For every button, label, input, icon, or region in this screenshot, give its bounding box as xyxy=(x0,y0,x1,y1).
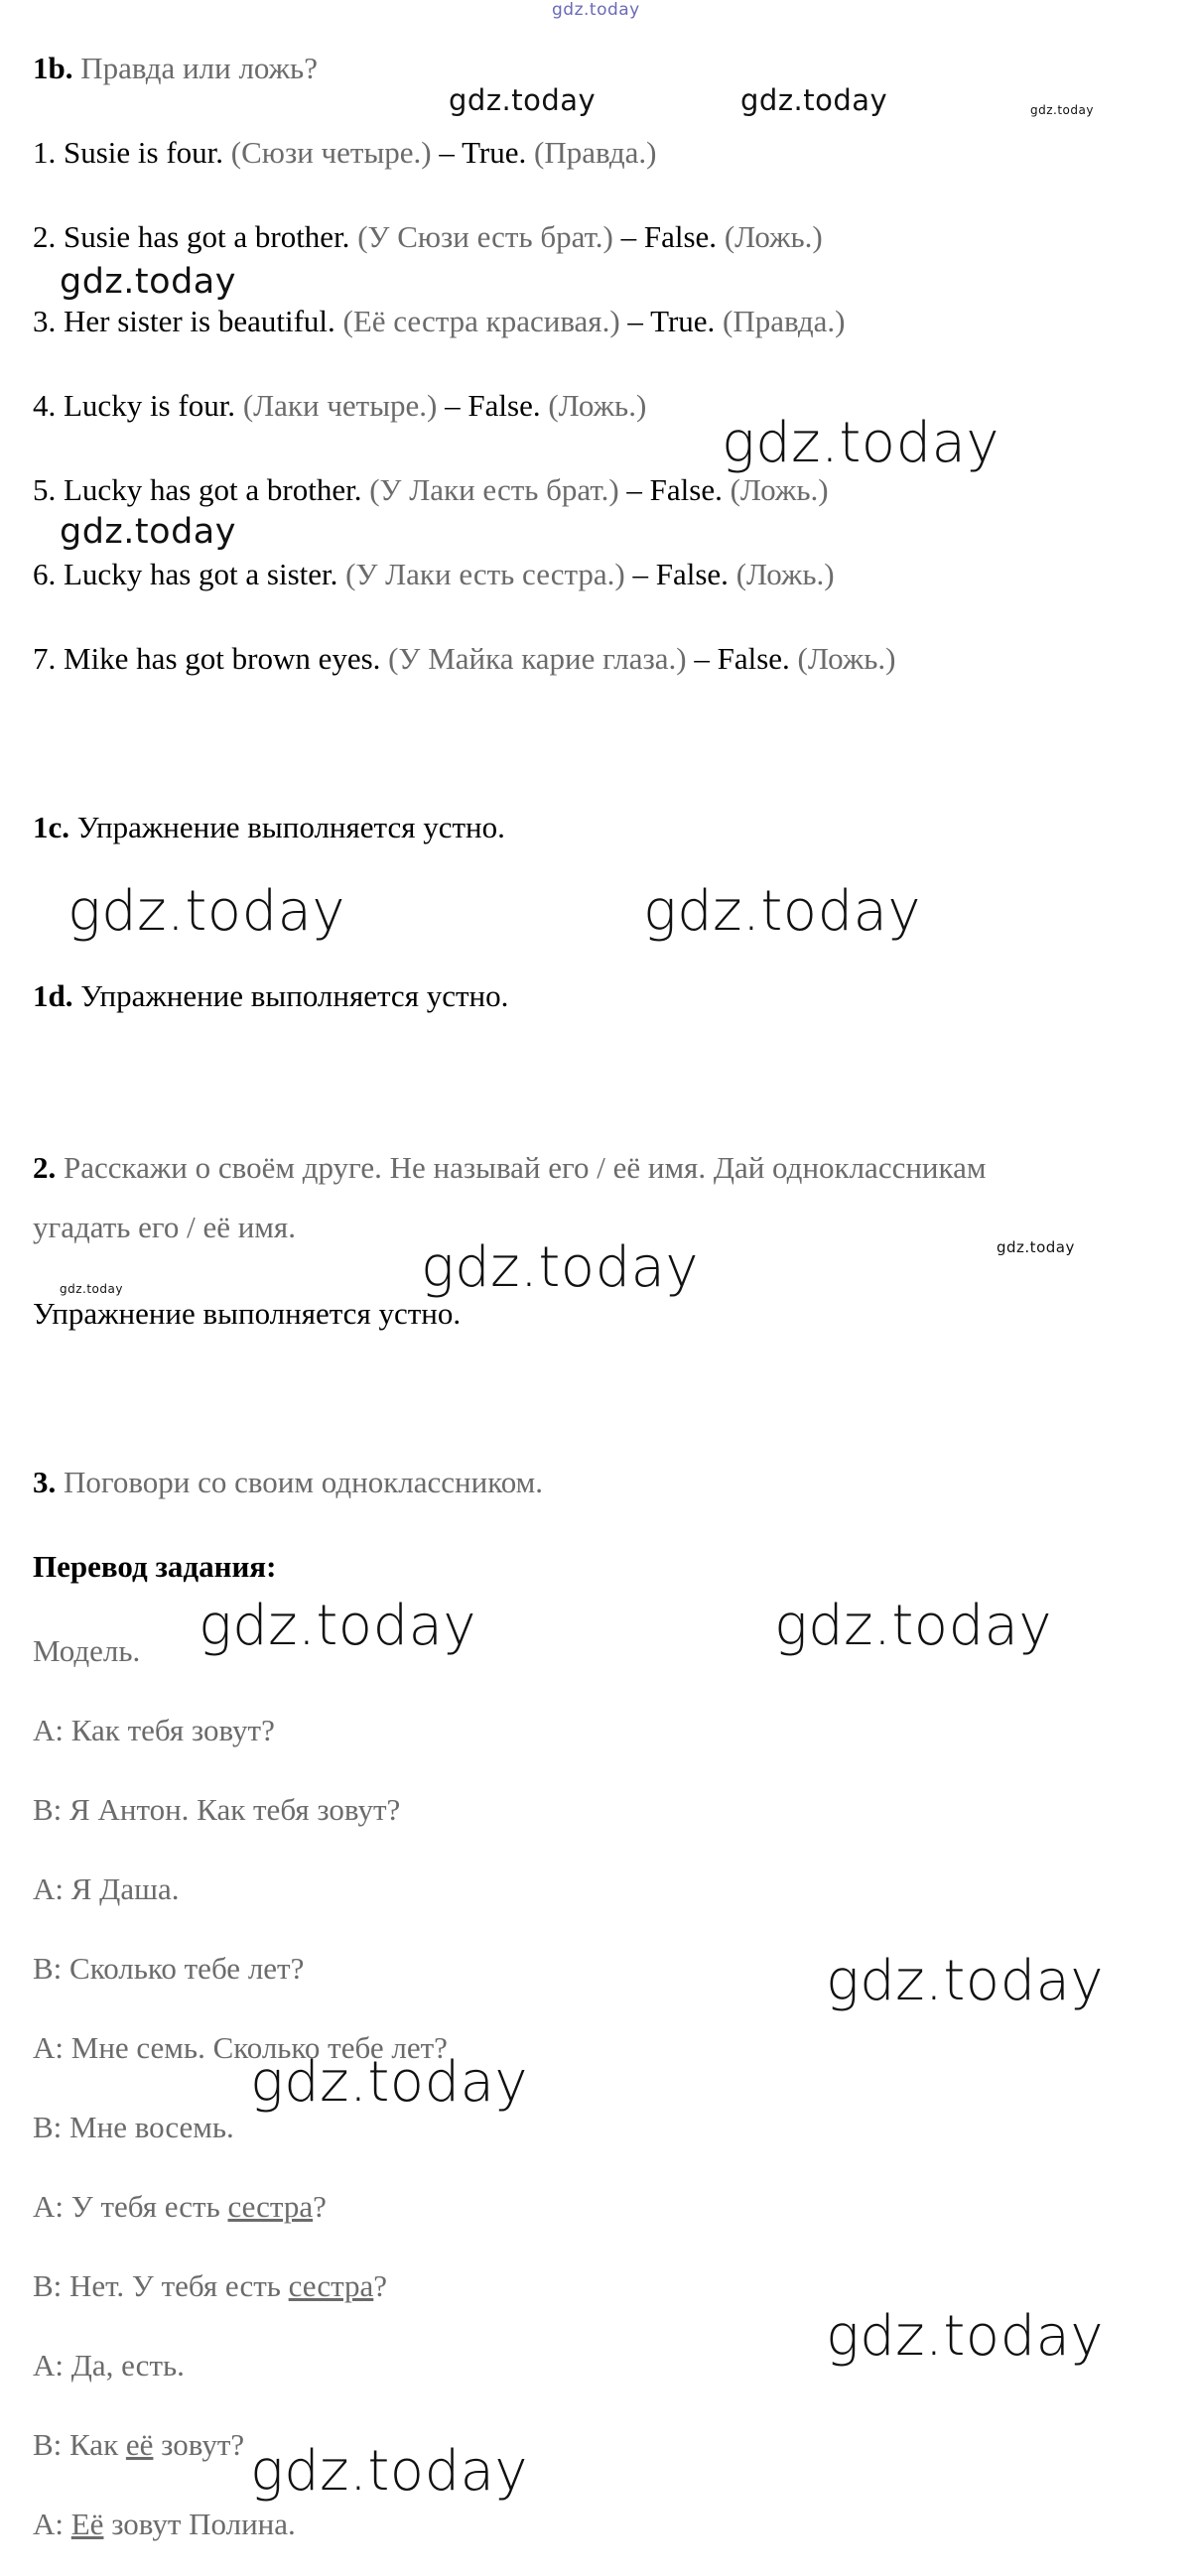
dialogue-text: А: xyxy=(33,2507,71,2541)
item-answer-ru: (Ложь.) xyxy=(724,219,823,254)
dialogue-text: зовут Полина. xyxy=(103,2507,296,2541)
ex1b-item-3 xyxy=(33,303,845,340)
ex1d xyxy=(33,977,508,1015)
ex3-heading xyxy=(33,1464,543,1501)
item-dash: – xyxy=(445,388,461,423)
item-answer: False. xyxy=(643,219,718,254)
item-answer: False. xyxy=(717,641,790,676)
item-en: 7. Mike has got brown eyes. xyxy=(33,641,381,676)
item-dash: – xyxy=(439,135,455,170)
dialogue-text: зовут? xyxy=(153,2427,245,2462)
item-ru: (Сюзи четыре.) xyxy=(230,135,432,170)
item-dash: – xyxy=(626,472,642,507)
ex1c xyxy=(33,809,505,846)
item-answer: False. xyxy=(467,388,541,423)
watermark: gdz.today xyxy=(826,2304,1105,2369)
underlined-word: сестра xyxy=(288,2268,374,2303)
ex1b-title: Правда или ложь? xyxy=(80,51,318,85)
underlined-word: её xyxy=(125,2427,154,2462)
ex1c-text: Упражнение выполняется устно. xyxy=(76,810,505,844)
ex1d-number: 1d. xyxy=(33,978,73,1013)
ex1c-number: 1c. xyxy=(33,810,70,844)
dialogue-line-11 xyxy=(33,2506,296,2543)
watermark: gdz.today xyxy=(826,1949,1105,2013)
item-dash: – xyxy=(694,641,710,676)
ex2-number: 2. xyxy=(33,1150,57,1185)
dialogue-line-5: А: Мне семь. Сколько тебе лет? xyxy=(33,2030,448,2065)
watermark: gdz.today xyxy=(250,2439,529,2504)
item-ru: (Её сестра красивая.) xyxy=(342,304,620,338)
item-en: 5. Lucky has got a brother. xyxy=(33,472,362,507)
item-answer: True. xyxy=(650,304,716,338)
ex1b-number: 1b. xyxy=(33,51,73,85)
item-ru: (У Сюзи есть брат.) xyxy=(357,219,613,254)
item-dash: – xyxy=(632,557,648,591)
item-dash: – xyxy=(620,219,637,254)
dialogue-text: ? xyxy=(373,2268,388,2303)
dialogue-line-1: А: Как тебя зовут? xyxy=(33,1713,275,1747)
dialogue-line-10 xyxy=(33,2426,244,2464)
item-en: 2. Susie has got a brother. xyxy=(33,219,350,254)
watermark-top: gdz.today xyxy=(552,0,640,20)
item-answer-ru: (Ложь.) xyxy=(548,388,647,423)
item-ru: (У Лаки есть сестра.) xyxy=(345,557,625,591)
dialogue-text: В: Как xyxy=(33,2427,126,2462)
item-answer-ru: (Правда.) xyxy=(723,304,846,338)
watermark: gdz.today xyxy=(67,879,346,944)
item-ru: (У Майка карие глаза.) xyxy=(388,641,687,676)
ex1b-item-1 xyxy=(33,134,656,172)
item-answer: True. xyxy=(462,135,527,170)
ex1b-item-7 xyxy=(33,640,895,678)
watermark: gdz.today xyxy=(774,1594,1053,1658)
dialogue-line-2: В: Я Антон. Как тебя зовут? xyxy=(33,1792,401,1827)
item-en: 3. Her sister is beautiful. xyxy=(33,304,335,338)
ex1b-item-6 xyxy=(33,556,835,593)
watermark: gdz.today xyxy=(643,879,922,944)
translation-heading: Перевод задания: xyxy=(33,1549,277,1584)
item-answer: False. xyxy=(649,472,723,507)
ex3-number: 3. xyxy=(33,1465,57,1499)
item-answer: False. xyxy=(655,557,729,591)
watermark: gdz.today xyxy=(199,1594,477,1658)
dialogue-line-3: А: Я Даша. xyxy=(33,1871,180,1906)
watermark: gdz.today xyxy=(421,1235,700,1300)
item-answer-ru: (Ложь.) xyxy=(735,557,835,591)
ex3-title: Поговори со своим одноклассником. xyxy=(64,1465,543,1499)
ex1b-item-2 xyxy=(33,218,823,256)
item-answer-ru: (Ложь.) xyxy=(797,641,896,676)
watermark: gdz.today xyxy=(449,83,597,117)
dialogue-text: ? xyxy=(313,2189,327,2224)
dialogue-text: А: У тебя есть xyxy=(33,2189,228,2224)
watermark: gdz.today xyxy=(60,1282,123,1296)
watermark: gdz.today xyxy=(722,411,1000,475)
ex1b-item-5 xyxy=(33,471,829,509)
item-dash: – xyxy=(627,304,643,338)
dialogue-line-4: В: Сколько тебе лет? xyxy=(33,1951,305,1986)
item-answer-ru: (Ложь.) xyxy=(730,472,829,507)
dialogue-line-9: А: Да, есть. xyxy=(33,2348,185,2383)
underlined-word: сестра xyxy=(227,2189,314,2224)
ex2-answer: Упражнение выполняется устно. xyxy=(33,1296,462,1331)
item-answer-ru: (Правда.) xyxy=(534,135,657,170)
dialogue-line-8 xyxy=(33,2267,387,2305)
watermark: gdz.today xyxy=(60,262,236,302)
item-en: 4. Lucky is four. xyxy=(33,388,236,423)
model-label: Модель. xyxy=(33,1633,141,1668)
watermark: gdz.today xyxy=(250,2050,529,2115)
ex2-task-line-2: угадать его / её имя. xyxy=(33,1210,296,1244)
item-ru: (Лаки четыре.) xyxy=(242,388,438,423)
watermark: gdz.today xyxy=(997,1238,1075,1256)
watermark: gdz.today xyxy=(60,512,236,552)
ex2-task-text: Расскажи о своём друге. Не называй его / её имя. Дай одноклассникам xyxy=(64,1150,987,1185)
ex1b-heading xyxy=(33,50,318,87)
underlined-word: Её xyxy=(70,2507,104,2541)
watermark: gdz.today xyxy=(1030,103,1094,117)
ex2-task-line-1 xyxy=(33,1149,987,1187)
item-en: 6. Lucky has got a sister. xyxy=(33,557,338,591)
dialogue-line-7 xyxy=(33,2188,327,2226)
watermark: gdz.today xyxy=(740,83,888,117)
item-en: 1. Susie is four. xyxy=(33,135,224,170)
dialogue-line-6: В: Мне восемь. xyxy=(33,2110,234,2144)
item-ru: (У Лаки есть брат.) xyxy=(369,472,619,507)
ex1d-text: Упражнение выполняется устно. xyxy=(80,978,509,1013)
ex1b-item-4 xyxy=(33,387,646,425)
dialogue-text: В: Нет. У тебя есть xyxy=(33,2268,289,2303)
